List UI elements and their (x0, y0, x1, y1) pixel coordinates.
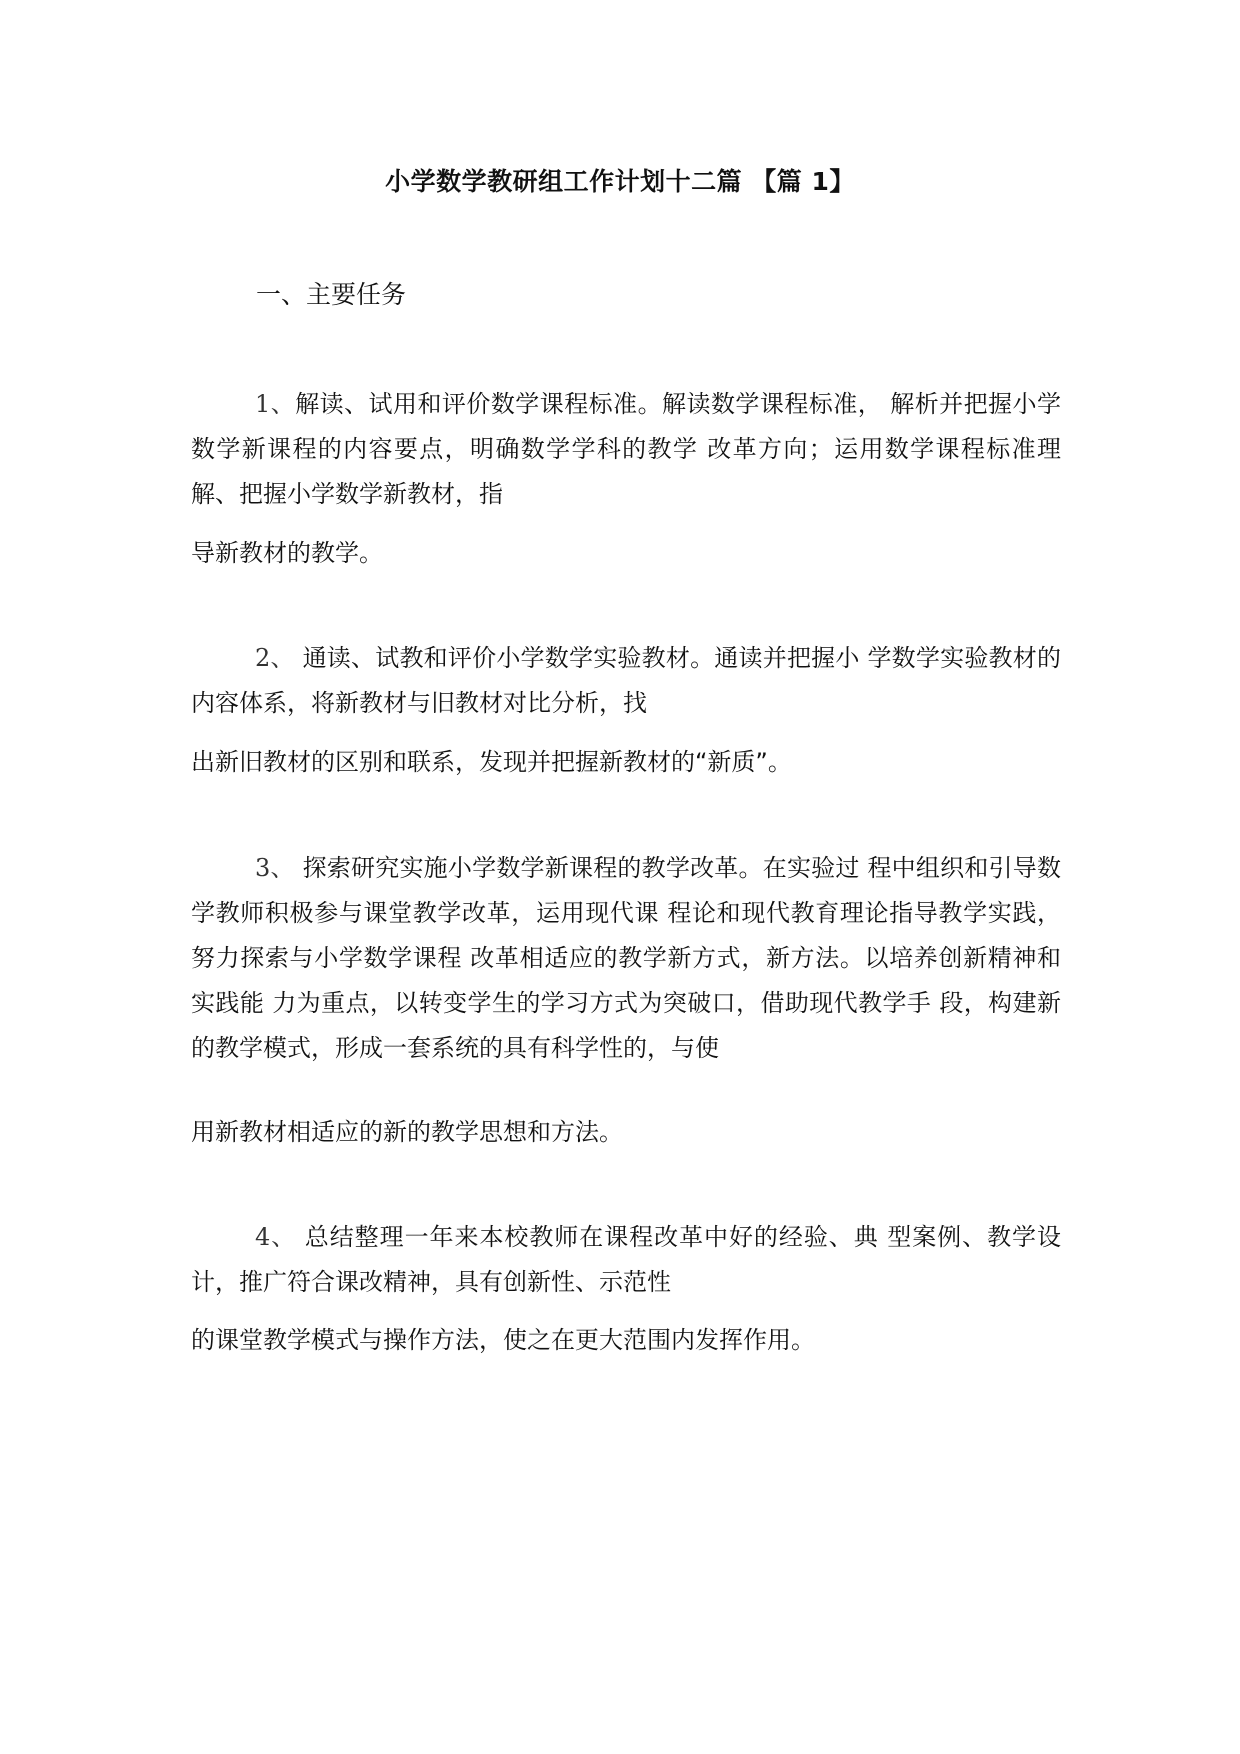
document-title: 小学数学教研组工作计划十二篇 【篇 1】 (385, 167, 855, 196)
section-heading: 一、主要任务 (256, 280, 407, 309)
item-number: 2、 (255, 644, 295, 672)
item-number: 3、 (255, 854, 295, 882)
list-item (191, 1215, 1061, 1305)
list-item (191, 636, 1061, 726)
item-continuation: 出新旧教材的区别和联系，发现并把握新教材的“新质”。 (191, 748, 792, 776)
list-item (191, 846, 1061, 1071)
item-continuation: 导新教材的教学。 (191, 539, 383, 567)
list-item (191, 382, 1061, 517)
item-text: 探索研究实施小学数学新课程的教学改革。在实验过 程中组织和引导数学教师积极参与课堂教学改革，运用现代课 程论和现代教育理论指导教学实践，努力探索与小学数学课程 改革相适应的教学新方式，新方法。以培养创新精神和实践能 力为重点，以转变学生的学习方式为突破口，借助现代教学手 段，构建新的教学模式，形成一套系统的具有科学性的，与使 (191, 854, 1061, 1062)
item-number: 4、 (255, 1223, 297, 1251)
item-continuation: 用新教材相适应的新的教学思想和方法。 (191, 1118, 623, 1146)
item-text: 总结整理一年来本校教师在课程改革中好的经验、典 型案例、教学设计，推广符合课改精神，具有创新性、示范性 (191, 1223, 1061, 1296)
item-text: 通读、试教和评价小学数学实验教材。通读并把握小 学数学实验教材的内容体系，将新教材与旧教材对比分析，找 (191, 644, 1061, 717)
item-number: 1、 (255, 390, 296, 418)
item-text: 解读、试用和评价数学课程标准。解读数学课程标准， 解析并把握小学数学新课程的内容要点，明确数学学科的教学 改革方向；运用数学课程标准理解、把握小学数学新教材，指 (191, 390, 1061, 508)
item-continuation: 的课堂教学模式与操作方法，使之在更大范围内发挥作用。 (191, 1326, 815, 1354)
